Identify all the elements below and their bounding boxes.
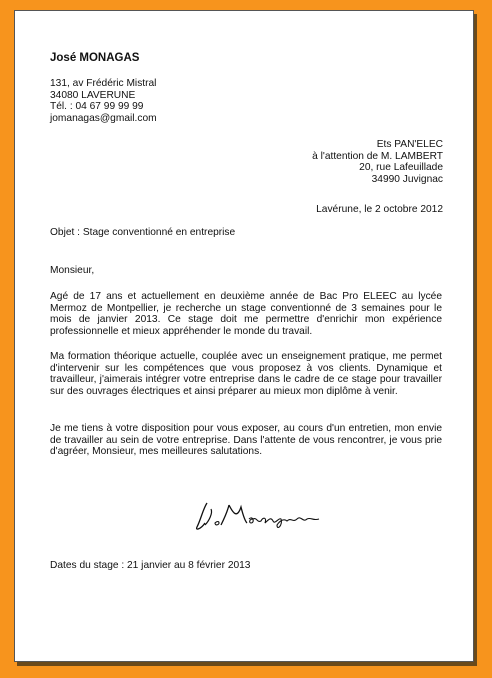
sender-street: 131, av Frédéric Mistral [50,78,157,89]
recipient-street: 20, rue Lafeuillade [359,162,443,173]
recipient-company: Ets PAN'ELEC [376,139,443,150]
sender-city: 34080 LAVERUNE [50,89,136,101]
letter-date: Lavérune, le 2 octobre 2012 [316,204,443,215]
letter-greeting: Monsieur, [50,265,95,276]
body-paragraph-3: Je me tiens à votre disposition pour vous exposer, au cours d'un entretien, mon envie de travailler au sein de votre entreprise. Dans l'attente de vous rencontrer, je vous prie d'agréer, Monsieur, mes meilleures salutations. [50,423,442,457]
letter-page [14,10,474,662]
recipient-attention: à l'attention de M. LAMBERT [312,150,443,162]
stage-dates: Dates du stage : 21 janvier au 8 février 2013 [50,560,251,571]
sender-phone: Tél. : 04 67 99 99 99 [50,101,144,112]
recipient-address [312,139,443,185]
sender-address [50,78,157,124]
letter-subject: Objet : Stage conventionné en entreprise [50,227,236,238]
body-paragraph-1: Agé de 17 ans et actuellement en deuxième année de Bac Pro ELEEC au lycée Mermoz de Montpellier, je recherche un stage conventionné de 3 semaines pour le mois de janvier 2013. Ce stage doit me permettre d'enrichir mon expérience professionnelle et mieux appréhender le monde du travail. [50,291,442,337]
recipient-city: 34990 Juvignac [371,173,443,185]
body-paragraph-2: Ma formation théorique actuelle, couplée avec un enseignement pratique, me permet d'intervenir sur les compétences que vous proposez à vos clients. Dynamique et travailleur, j'aimerais intégrer votre entreprise dans le cadre de ce stage pour travailler sur des ouvrages électriques et ainsi préparer au mieux mon diplôme à venir. [50,351,442,397]
sender-name: José MONAGAS [50,52,140,64]
handwritten-signature [193,495,323,535]
sender-email: jomanagas@gmail.com [50,112,157,124]
